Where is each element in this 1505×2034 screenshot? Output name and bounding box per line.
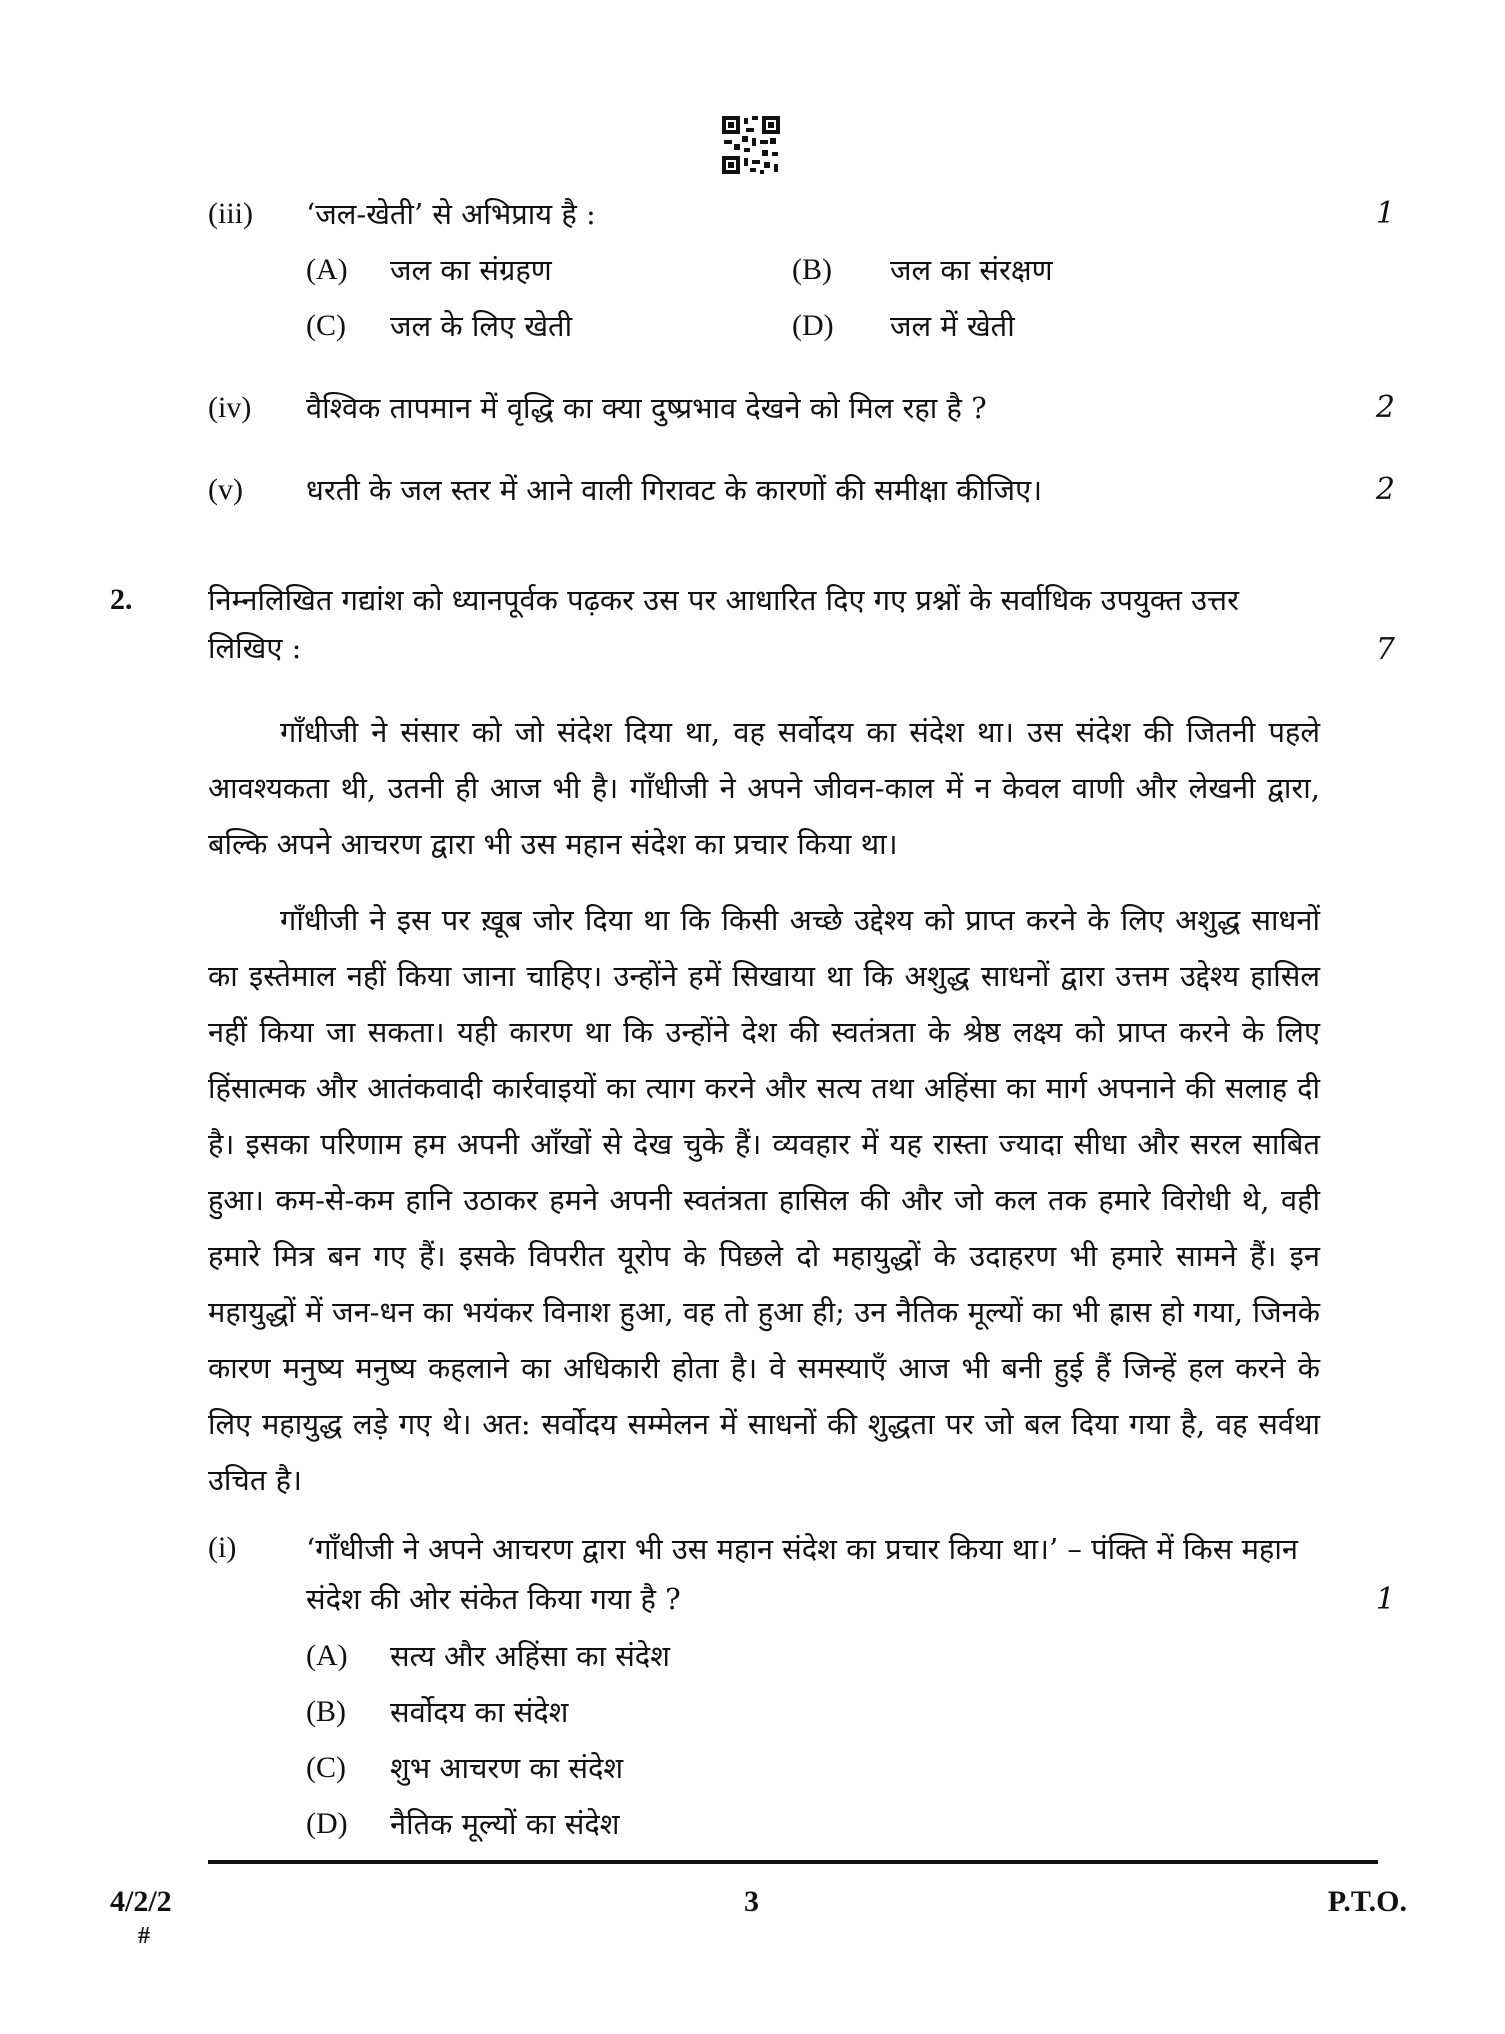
- question-number-v: (v): [208, 473, 243, 506]
- option-label-2-i-b: (B): [306, 1695, 346, 1728]
- page-number: 3: [744, 1885, 759, 1918]
- option-text-iii-a: जल का संग्रहण: [390, 253, 552, 287]
- option-label-2-i-a: (A): [306, 1639, 348, 1672]
- option-label-2-i-d: (D): [306, 1807, 348, 1840]
- option-text-2-i-d: नैतिक मूल्यों का संदेश: [390, 1807, 620, 1841]
- option-text-2-i-a: सत्य और अहिंसा का संदेश: [390, 1639, 670, 1673]
- option-label-iii-d: (D): [792, 309, 834, 342]
- qr-code-icon: [722, 116, 780, 174]
- marks-2: 7: [1375, 632, 1395, 667]
- question-number-iii: (iii): [208, 197, 253, 230]
- marks-2-i: 1: [1375, 1582, 1395, 1617]
- hash-mark: #: [138, 1923, 150, 1949]
- passage-paragraph-1: गाँधीजी ने संसार को जो संदेश दिया था, वह सर्वोदय का संदेश था। उस संदेश की जितनी पहले आवश्यकता थी, उतनी ही आज भी है। गाँधीजी ने अपने जीवन-काल में न केवल वाणी और लेखनी द्वारा, बल्कि अपने आचरण द्वारा भी उस महान संदेश का प्रचार किया था।: [208, 715, 1320, 861]
- option-label-iii-b: (B): [792, 253, 832, 286]
- marks-v: 2: [1375, 472, 1395, 507]
- footer-rule: [208, 1860, 1378, 1864]
- pto-label: P.T.O.: [1327, 1885, 1407, 1918]
- option-label-2-i-c: (C): [306, 1751, 346, 1784]
- option-label-iii-a: (A): [306, 253, 348, 286]
- option-text-2-i-b: सर्वोदय का संदेश: [390, 1695, 569, 1729]
- option-text-2-i-c: शुभ आचरण का संदेश: [390, 1751, 624, 1785]
- question-text-iii: ‘जल-खेती’ से अभिप्राय है :: [306, 197, 596, 231]
- question-text-iv: वैश्विक तापमान में वृद्धि का क्या दुष्प्रभाव देखने को मिल रहा है ?: [306, 391, 987, 425]
- question-number-2: 2.: [110, 583, 133, 616]
- paper-code: 4/2/2: [110, 1885, 172, 1918]
- option-text-iii-d: जल में खेती: [890, 309, 1015, 343]
- passage-paragraph-2: गाँधीजी ने इस पर ख़ूब जोर दिया था कि किसी अच्छे उद्देश्य को प्राप्त करने के लिए अशुद्ध साधनों का इस्तेमाल नहीं किया जाना चाहिए। उन्होंने हमें सिखाया था कि अशुद्ध साधनों द्वारा उत्तम उद्देश्य हासिल नहीं किया जा सकता। यही कारण था कि उन्होंने देश की स्वतंत्रता के श्रेष्ठ लक्ष्य को प्राप्त करने के लिए हिंसात्मक और आतंकवादी कार्रवाइयों का त्याग करने और सत्य तथा अहिंसा का मार्ग अपनाने की सलाह दी है। इसका परिणाम हम अपनी आँखों से देख चुके हैं। व्यवहार में यह रास्ता ज्यादा सीधा और सरल साबित हुआ। कम-से-कम हानि उठाकर हमने अपनी स्वतंत्रता हासिल की और जो कल तक हमारे विरोधी थे, वही हमारे मित्र बन गए हैं। इसके विपरीत यूरोप के पिछले दो महायुद्धों के उदाहरण भी हमारे सामने हैं। इन महायुद्धों में जन-धन का भयंकर विनाश हुआ, वह तो हुआ ही; उन नैतिक मूल्यों का भी ह्रास हो गया, जिनके कारण मनुष्य मनुष्य कहलाने का अधिकारी होता है। वे समस्याएँ आज भी बनी हुई हैं जिन्हें हल करने के लिए महायुद्ध लड़े गए थे। अत: सर्वोदय सम्मेलन में साधनों की शुद्धता पर जो बल दिया गया है, वह सर्वथा उचित है।: [208, 903, 1320, 1497]
- option-text-iii-b: जल का संरक्षण: [890, 253, 1053, 287]
- question-text-v: धरती के जल स्तर में आने वाली गिरावट के कारणों की समीक्षा कीजिए।: [306, 473, 1043, 507]
- question-number-2-i: (i): [208, 1531, 237, 1564]
- marks-iv: 2: [1375, 390, 1395, 425]
- question-text-2-i: ‘गाँधीजी ने अपने आचरण द्वारा भी उस महान संदेश का प्रचार किया था।’ – पंक्ति में किस महान संदेश की ओर संकेत किया गया है ?: [306, 1532, 1298, 1616]
- marks-iii: 1: [1375, 196, 1395, 231]
- question-number-iv: (iv): [208, 391, 252, 424]
- option-text-iii-c: जल के लिए खेती: [390, 309, 573, 343]
- option-label-iii-c: (C): [306, 309, 346, 342]
- question-2-instruction: निम्नलिखित गद्यांश को ध्यानपूर्वक पढ़कर उस पर आधारित दिए गए प्रश्नों के सर्वाधिक उपयुक्त उत्तर लिखिए :: [208, 583, 1239, 665]
